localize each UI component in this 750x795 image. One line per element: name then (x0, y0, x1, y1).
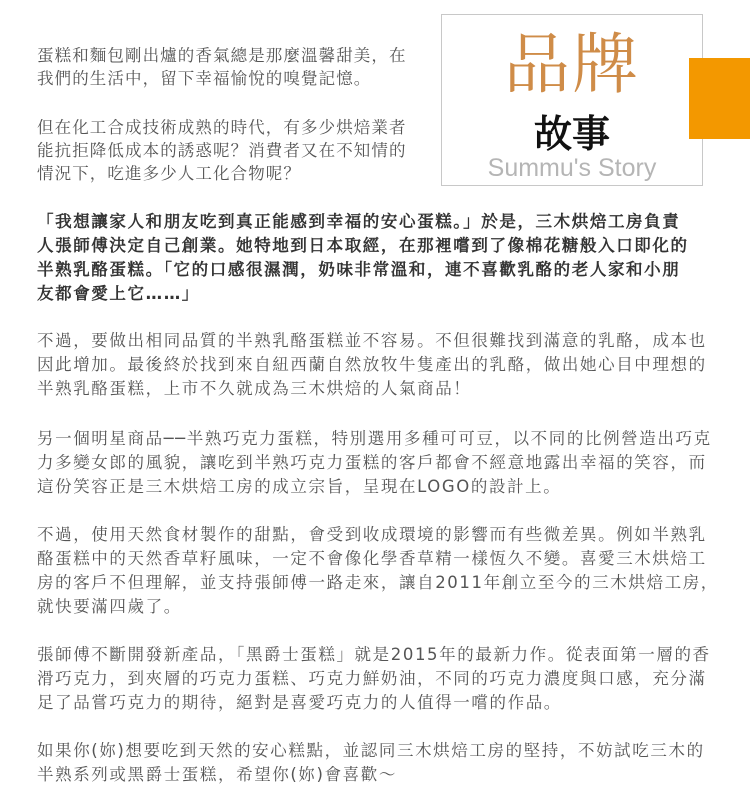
paragraph-line: 人張師傅決定自己創業。她特地到日本取經，在那裡嚐到了像棉花糖般入口即化的 (37, 236, 689, 255)
story-paragraph (37, 329, 707, 401)
paragraph-line: 如果你(妳)想要吃到天然的安心糕點，並認同三木烘焙工房的堅持，不妨試吃三木的 (37, 741, 705, 760)
story-paragraph (37, 739, 705, 787)
paragraph-line: 足了品嘗巧克力的期待，絕對是喜愛巧克力的人值得一嚐的作品。 (37, 693, 562, 712)
story-paragraph (37, 116, 407, 185)
paragraph-line: 這份笑容正是三木烘焙工房的成立宗旨，呈現在LOGO的設計上。 (37, 477, 562, 496)
paragraph-line: 酪蛋糕中的天然香草籽風味，一定不會像化學香草精一樣恆久不變。喜愛三木烘焙工 (37, 549, 707, 568)
story-paragraph (37, 210, 689, 306)
paragraph-line: 「我想讓家人和朋友吃到真正能感到幸福的安心蛋糕。」於是，三木烘焙工房負責 (37, 212, 681, 231)
paragraph-line: 滑巧克力，到夾層的巧克力蛋糕、巧克力鮮奶油，不同的巧克力濃度與口感，充分滿 (37, 669, 707, 688)
brand-title: 品牌 (504, 26, 640, 103)
story-paragraph (37, 427, 712, 499)
paragraph-line: 情況下，吃進多少人工化合物呢？ (37, 164, 301, 183)
paragraph-line: 就快要滿四歲了。 (37, 597, 182, 616)
story-paragraph (37, 643, 711, 715)
paragraph-line: 不過，要做出相同品質的半熟乳酪蛋糕並不容易。不但很難找到滿意的乳酪，成本也 (37, 331, 707, 350)
paragraph-line: 半熟乳酪蛋糕。「它的口感很濕潤，奶味非常溫和，連不喜歡乳酪的老人家和小朋 (37, 260, 681, 279)
paragraph-line: 房的客戶不但理解，並支持張師傅一路走來，讓自2011年創立至今的三木烘焙工房， (37, 573, 719, 592)
paragraph-line: 因此增加。最後終於找到來自紐西蘭自然放牧牛隻產出的乳酪，做出她心目中理想的 (37, 355, 707, 374)
paragraph-line: 蛋糕和麵包剛出爐的香氣總是那麼溫馨甜美，在 (37, 46, 407, 65)
paragraph-line: 半熟乳酪蛋糕，上市不久就成為三木烘焙的人氣商品！ (37, 379, 472, 398)
paragraph-line: 我們的生活中，留下幸福愉悅的嗅覺記憶。 (37, 69, 372, 88)
paragraph-line: 力多變女郎的風貌，讓吃到半熟巧克力蛋糕的客戶都會不經意地露出幸福的笑容，而 (37, 453, 707, 472)
paragraph-line: 另一個明星商品──半熟巧克力蛋糕，特別選用多種可可豆，以不同的比例營造出巧克 (37, 429, 712, 448)
orange-accent-block (689, 58, 750, 139)
paragraph-line: 張師傅不斷開發新產品，「黑爵士蛋糕」就是2015年的最新力作。從表面第一層的香 (37, 645, 711, 664)
brand-english-title: Summu's Story (487, 154, 657, 182)
paragraph-line: 友都會愛上它……」 (37, 284, 200, 303)
brand-subtitle: 故事 (533, 112, 610, 156)
brand-story-badge (441, 14, 703, 186)
paragraph-line: 能抗拒降低成本的誘惑呢？消費者又在不知情的 (37, 141, 407, 160)
story-paragraph (37, 44, 407, 90)
paragraph-line: 半熟系列或黑爵士蛋糕，希望你(妳)會喜歡～ (37, 765, 397, 784)
paragraph-line: 但在化工合成技術成熟的時代，有多少烘焙業者 (37, 118, 407, 137)
story-paragraph (37, 523, 719, 619)
paragraph-line: 不過，使用天然食材製作的甜點，會受到收成環境的影響而有些微差異。例如半熟乳 (37, 525, 707, 544)
